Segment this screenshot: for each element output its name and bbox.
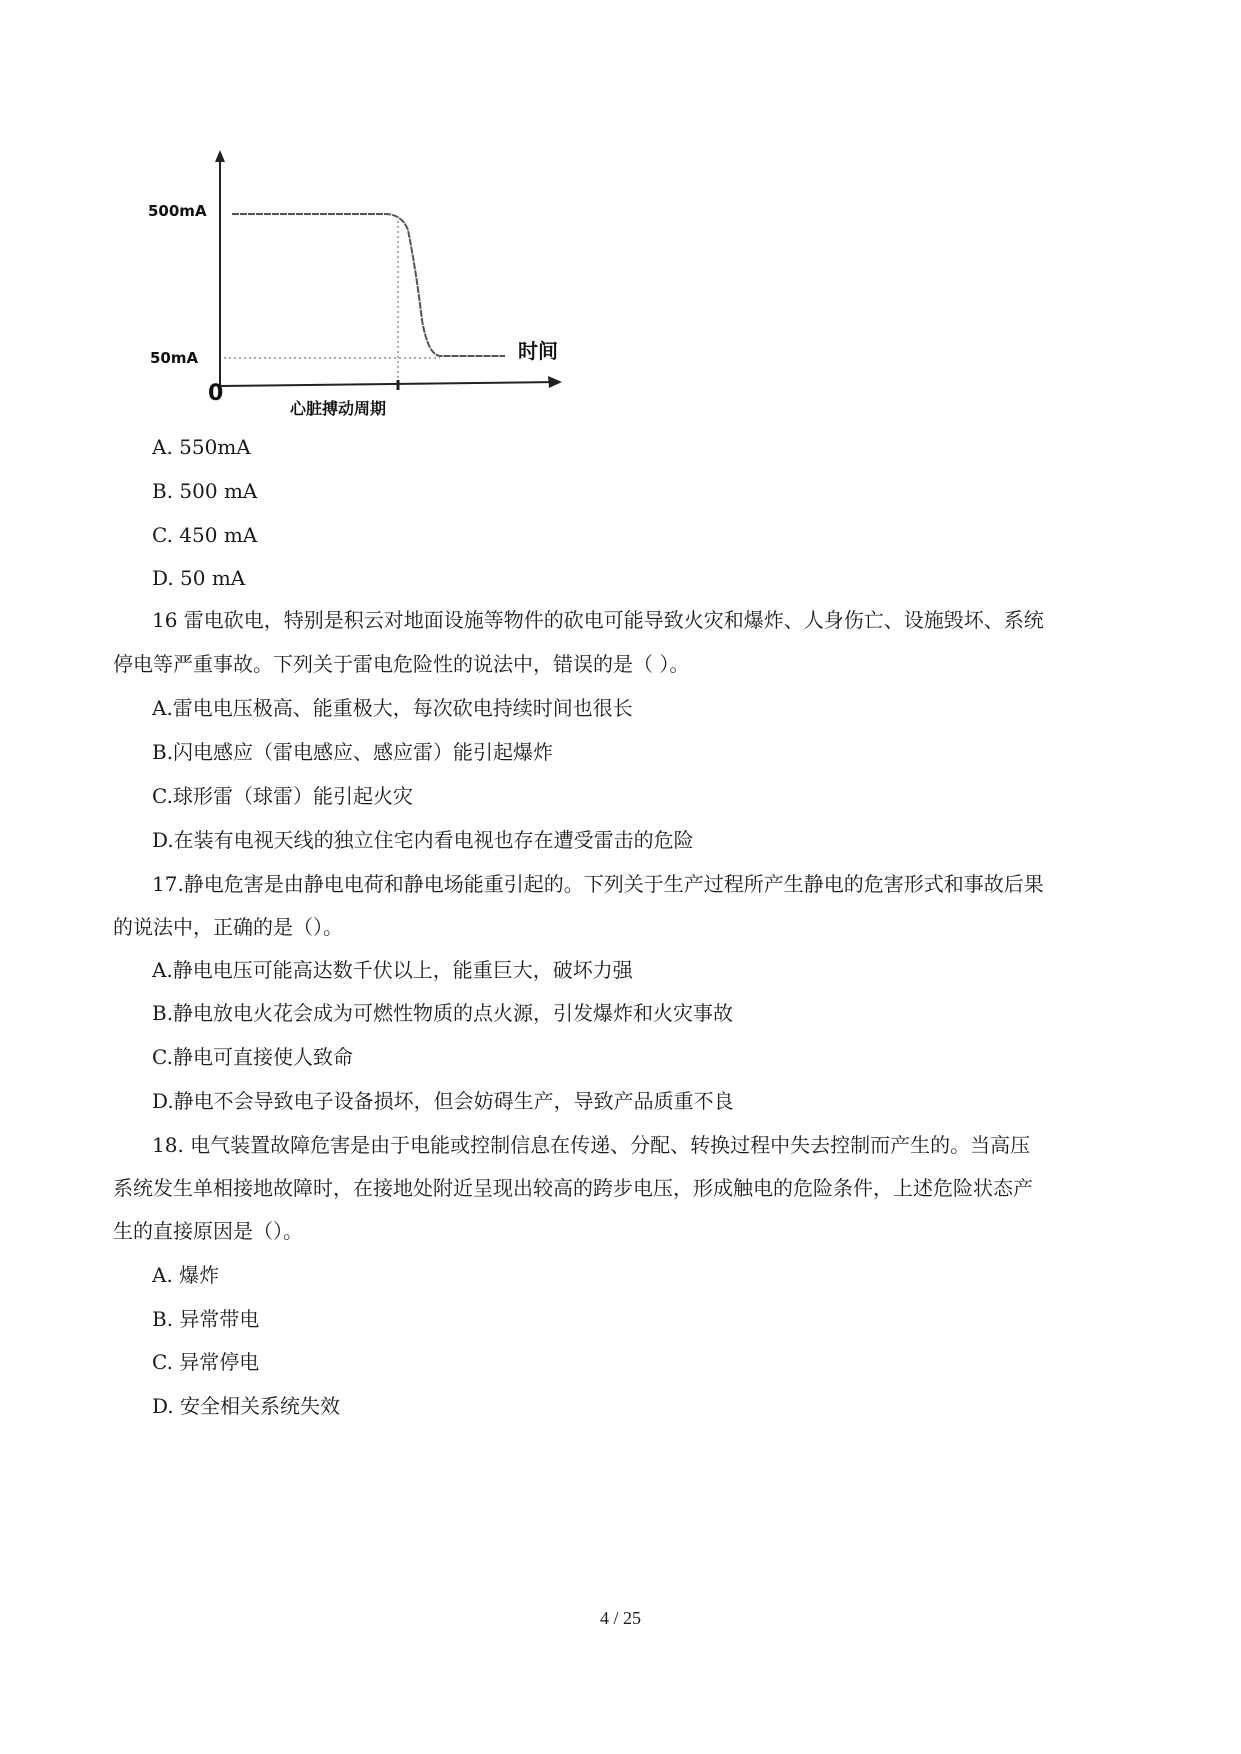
- q18-option-a: A. 爆炸: [152, 1263, 220, 1287]
- current-threshold-diagram: [140, 150, 660, 475]
- threshold-curve: [232, 214, 505, 356]
- q18-option-d: D. 安全相关系统失效: [152, 1394, 341, 1418]
- q17-stem-line2: 的说法中，正确的是（）。: [113, 915, 343, 939]
- label-origin: 0: [208, 381, 224, 406]
- q15-option-d: D. 50 mA: [152, 566, 246, 590]
- q18-stem-line3: 生的直接原因是（）。: [113, 1219, 303, 1243]
- q16-option-c: C.球形雷（球雷）能引起火灾: [152, 784, 413, 808]
- label-time: 时间: [518, 339, 558, 363]
- q16-option-d: D.在装有电视天线的独立住宅内看电视也存在遭受雷击的危险: [152, 828, 694, 852]
- q15-option-c: C. 450 mA: [152, 523, 258, 547]
- current-threshold-figure: [140, 150, 660, 475]
- q18-stem-line1: 18. 电气装置故障危害是由于电能或控制信息在传递、分配、转换过程中失去控制而产生的。当高压: [152, 1133, 1031, 1157]
- label-heart-cycle: 心脏搏动周期: [290, 399, 387, 418]
- q18-option-c: C. 异常停电: [152, 1350, 260, 1374]
- q15-option-b: B. 500 mA: [152, 479, 258, 503]
- q16-stem-line2: 停电等严重事故。下列关于雷电危险性的说法中，错误的是（ ）。: [113, 652, 690, 676]
- q15-option-a: A. 550mA: [152, 435, 251, 459]
- q18-stem-line2: 系统发生单相接地故障时，在接地处附近呈现出较高的跨步电压，形成触电的危险条件，上述危险状态产: [113, 1176, 1033, 1200]
- q17-option-c: C.静电可直接使人致命: [152, 1045, 353, 1069]
- q17-option-a: A.静电电压可能高达数千伏以上，能重巨大，破坏力强: [152, 958, 633, 982]
- y-axis-arrow: [215, 150, 225, 162]
- label-50ma: 50mA: [150, 349, 199, 367]
- x-axis: [220, 382, 558, 386]
- q18-option-b: B. 异常带电: [152, 1307, 260, 1331]
- q17-stem-line1: 17.静电危害是由静电电荷和静电场能重引起的。下列关于生产过程所产生静电的危害形式和事故后果: [152, 872, 1044, 896]
- x-axis-arrow: [548, 376, 562, 388]
- q17-option-b: B.静电放电火花会成为可燃性物质的点火源，引发爆炸和火灾事故: [152, 1001, 734, 1025]
- q16-stem-line1: 16 雷电砍电，特别是积云对地面设施等物件的砍电可能导致火灾和爆炸、人身伤亡、设施毁坏、系统: [152, 608, 1044, 632]
- q16-option-b: B.闪电感应（雷电感应、感应雷）能引起爆炸: [152, 740, 554, 764]
- q16-option-a: A.雷电电压极高、能重极大，每次砍电持续时间也很长: [152, 696, 633, 720]
- q17-option-d: D.静电不会导致电子设备损坏，但会妨碍生产，导致产品质重不良: [152, 1089, 734, 1113]
- label-500ma: 500mA: [148, 202, 207, 220]
- page-number: 4 / 25: [599, 1608, 641, 1628]
